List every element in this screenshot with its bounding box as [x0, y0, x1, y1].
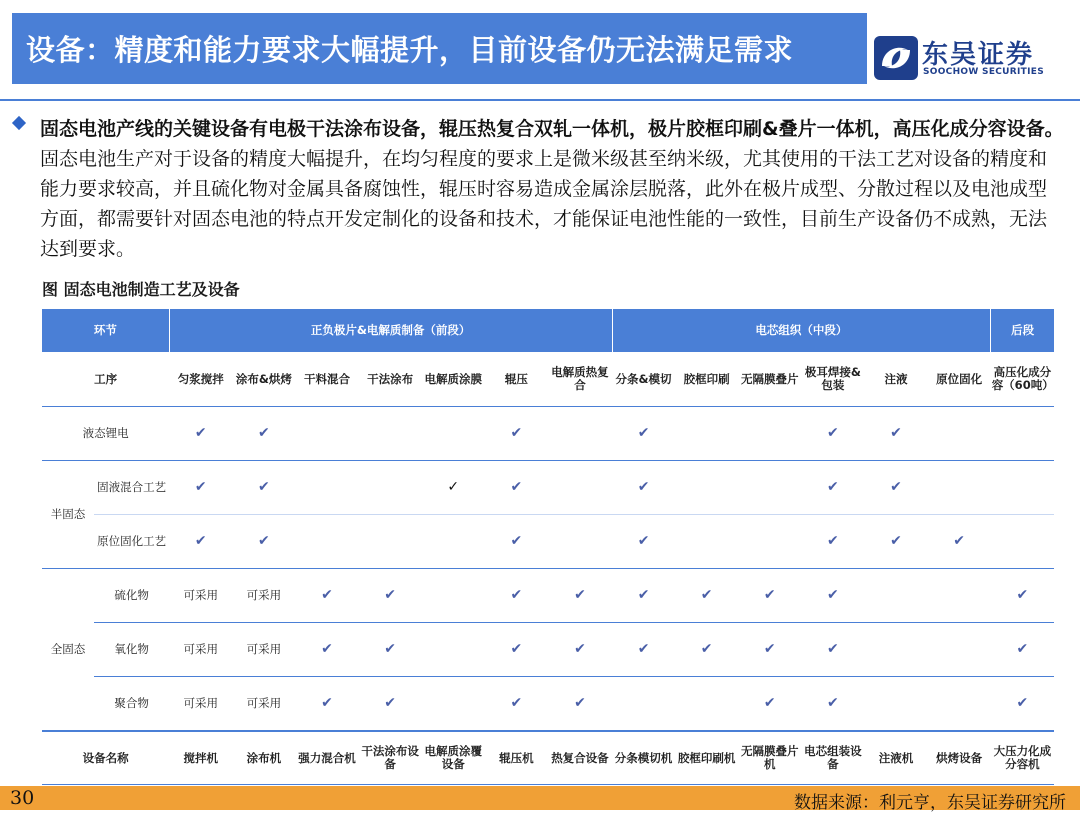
equipment-cell: 电芯组装设备 [801, 731, 864, 785]
diamond-bullet-icon [12, 116, 26, 130]
process-cell: 干料混合 [295, 352, 358, 407]
check-icon: ✔ [510, 587, 523, 603]
check-icon: ✔ [700, 587, 713, 603]
stage-back: 后段 [991, 309, 1054, 352]
row-semi-insitu [42, 515, 1054, 569]
can-use-text: 可采用 [232, 623, 295, 677]
soochow-logo-icon [874, 36, 918, 80]
equipment-cell: 强力混合机 [295, 731, 358, 785]
process-cell: 极耳焊接&包装 [801, 352, 864, 407]
equipment-cell: 辊压机 [485, 731, 548, 785]
process-equipment-table [42, 309, 1054, 785]
slide-title: 设备：精度和能力要求大幅提升，目前设备仍无法满足需求 [12, 13, 867, 84]
check-icon: ✔ [827, 641, 839, 657]
logo-chinese-name: 东吴证券 [922, 40, 1035, 70]
row-solid-oxide [42, 623, 1054, 677]
row-label-semi-mixed: 固液混合工艺 [94, 461, 169, 515]
check-icon: ✔ [194, 425, 207, 441]
check-icon: ✔ [574, 587, 586, 603]
check-icon: ✔ [827, 479, 839, 495]
process-cell: 分条&模切 [612, 352, 675, 407]
equipment-cell: 涂布机 [232, 731, 295, 785]
check-icon: ✔ [637, 641, 650, 657]
check-icon: ✔ [763, 641, 776, 657]
check-icon: ✔ [384, 641, 396, 657]
process-cell: 涂布&烘烤 [232, 352, 295, 407]
equipment-cell: 大压力化成分容机 [991, 731, 1054, 785]
stage-front: 正负极片&电解质制备（前段） [169, 309, 612, 352]
check-icon: ✔ [258, 479, 270, 495]
check-icon: ✔ [1016, 587, 1029, 603]
check-icon: ✔ [510, 641, 523, 657]
row-label-polymer: 聚合物 [94, 677, 169, 732]
summary-bold: 固态电池产线的关键设备有电极干法涂布设备，辊压热复合双轧一体机，极片胶框印刷&叠片一体机，高压化成分容设备。 [40, 118, 1064, 140]
check-icon: ✔ [510, 479, 523, 495]
process-cell: 辊压 [485, 352, 548, 407]
process-cell: 干法涂布 [359, 352, 422, 407]
process-cell: 无隔膜叠片 [738, 352, 801, 407]
row-semi-mixed [42, 461, 1054, 515]
row-liquid [42, 407, 1054, 461]
check-icon: ✔ [890, 425, 902, 441]
process-cell: 电解质热复合 [548, 352, 612, 407]
equipment-row [42, 731, 1054, 785]
process-cell: 原位固化 [928, 352, 991, 407]
stage-middle: 电芯组织（中段） [612, 309, 991, 352]
row-label-liquid: 液态锂电 [42, 407, 169, 461]
check-icon: ✔ [321, 587, 333, 603]
equipment-cell: 分条模切机 [612, 731, 675, 785]
row-solid-polymer [42, 677, 1054, 732]
check-icon: ✔ [258, 425, 270, 441]
equipment-label: 设备名称 [42, 731, 169, 785]
process-label: 工序 [42, 352, 169, 407]
check-icon: ✔ [827, 587, 839, 603]
equipment-cell: 热复合设备 [548, 731, 612, 785]
check-icon: ✔ [1016, 695, 1029, 711]
equipment-cell: 无隔膜叠片机 [738, 731, 801, 785]
process-row [42, 352, 1054, 407]
summary-bullet [14, 114, 1064, 264]
process-cell: 注液 [864, 352, 927, 407]
check-icon: ✔ [890, 533, 902, 549]
check-icon: ✓ [447, 479, 460, 495]
check-icon: ✔ [637, 479, 650, 495]
check-icon: ✔ [827, 533, 839, 549]
process-cell: 匀浆搅拌 [169, 352, 232, 407]
check-icon: ✔ [321, 695, 333, 711]
process-cell: 高压化成分容（60吨） [991, 352, 1054, 407]
logo-english-name: SOOCHOW SECURITIES [923, 67, 1044, 77]
check-icon: ✔ [321, 641, 333, 657]
row-label-sulfide: 硫化物 [94, 569, 169, 623]
check-icon: ✔ [384, 587, 396, 603]
check-icon: ✔ [574, 641, 586, 657]
equipment-cell: 干法涂布设备 [359, 731, 422, 785]
data-source: 数据来源：利元亨，东吴证券研究所 [794, 793, 1066, 813]
check-icon: ✔ [827, 425, 839, 441]
check-icon: ✔ [194, 479, 207, 495]
check-icon: ✔ [763, 695, 776, 711]
can-use-text: 可采用 [232, 569, 295, 623]
can-use-text: 可采用 [232, 677, 295, 732]
stage-label: 环节 [42, 309, 169, 352]
check-icon: ✔ [637, 587, 650, 603]
check-icon: ✔ [763, 587, 776, 603]
group-label-solid: 全固态 [42, 569, 94, 732]
check-icon: ✔ [384, 695, 396, 711]
check-icon: ✔ [953, 533, 965, 549]
row-label-semi-insitu: 原位固化工艺 [94, 515, 169, 569]
can-use-text: 可采用 [169, 569, 232, 623]
row-solid-sulfide [42, 569, 1054, 623]
can-use-text: 可采用 [169, 623, 232, 677]
group-label-semi: 半固态 [42, 461, 94, 569]
check-icon: ✔ [700, 641, 713, 657]
check-icon: ✔ [827, 695, 839, 711]
check-icon: ✔ [1016, 641, 1029, 657]
summary-normal: 固态电池生产对于设备的精度大幅提升，在均匀程度的要求上是微米级甚至纳米级，尤其使用的干法工艺对设备的精度和能力要求较高，并且硫化物对金属具备腐蚀性，辊压时容易造成金属涂层脱落，此外在极片成型、分散过程以及电池成型方面，都需要针对固态电池的特点开发定制化的设备和技术，才能保证电池性能的一致性，目前生产设备仍不成熟，无法达到要求。 [40, 148, 1048, 260]
summary-text [40, 114, 1064, 264]
check-icon: ✔ [258, 533, 270, 549]
check-icon: ✔ [510, 533, 523, 549]
check-icon: ✔ [510, 425, 523, 441]
row-label-oxide: 氧化物 [94, 623, 169, 677]
check-icon: ✔ [574, 695, 586, 711]
equipment-cell: 搅拌机 [169, 731, 232, 785]
page-number: 30 [10, 787, 35, 809]
header-divider [0, 99, 1080, 101]
figure-caption: 图 固态电池制造工艺及设备 [42, 280, 240, 299]
equipment-cell: 烘烤设备 [928, 731, 991, 785]
stage-header-row [42, 309, 1054, 352]
check-icon: ✔ [510, 695, 523, 711]
check-icon: ✔ [637, 533, 650, 549]
process-cell: 电解质涂膜 [422, 352, 485, 407]
equipment-cell: 电解质涂覆设备 [422, 731, 485, 785]
check-icon: ✔ [637, 425, 650, 441]
check-icon: ✔ [890, 479, 902, 495]
equipment-cell: 注液机 [864, 731, 927, 785]
check-icon: ✔ [194, 533, 207, 549]
equipment-cell: 胶框印刷机 [675, 731, 738, 785]
process-cell: 胶框印刷 [675, 352, 738, 407]
soochow-logo [874, 34, 1074, 82]
can-use-text: 可采用 [169, 677, 232, 732]
